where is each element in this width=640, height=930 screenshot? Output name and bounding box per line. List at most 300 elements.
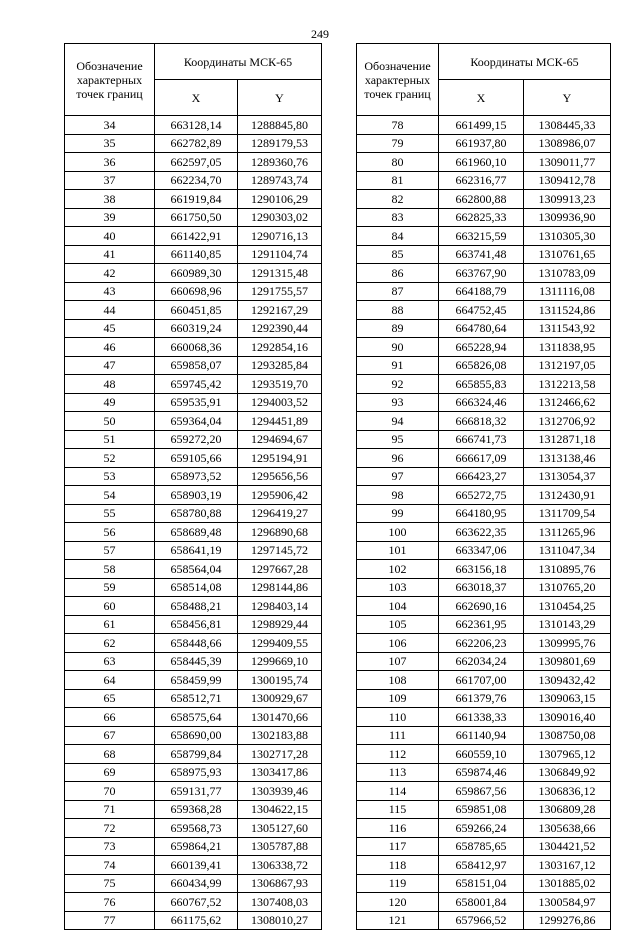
x-coordinate-cell: 666423,27 <box>439 467 524 486</box>
x-coordinate-cell: 660068,36 <box>155 338 238 357</box>
table-row <box>65 782 322 801</box>
x-coordinate-cell: 662800,88 <box>439 190 524 209</box>
x-coordinate-cell: 658512,71 <box>155 689 238 708</box>
x-coordinate-cell: 662690,16 <box>439 597 524 616</box>
x-coordinate-cell: 665272,75 <box>439 486 524 505</box>
y-coordinate-cell: 1313138,46 <box>524 449 611 468</box>
point-number-cell: 84 <box>357 227 439 246</box>
table-row <box>65 153 322 172</box>
y-coordinate-cell: 1308445,33 <box>524 116 611 135</box>
x-coordinate-cell: 659568,73 <box>155 819 238 838</box>
y-coordinate-cell: 1291755,57 <box>238 282 322 301</box>
x-coordinate-cell: 662316,77 <box>439 171 524 190</box>
x-coordinate-cell: 660767,52 <box>155 893 238 912</box>
table-row <box>357 893 611 912</box>
point-number-cell: 101 <box>357 541 439 560</box>
point-number-cell: 87 <box>357 282 439 301</box>
y-coordinate-cell: 1309063,15 <box>524 689 611 708</box>
point-number-cell: 38 <box>65 190 155 209</box>
x-coordinate-cell: 658975,93 <box>155 763 238 782</box>
table-row <box>357 301 611 320</box>
point-number-cell: 55 <box>65 504 155 523</box>
coordinates-table-right <box>356 43 611 930</box>
x-coordinate-cell: 661937,80 <box>439 134 524 153</box>
table-row <box>65 116 322 135</box>
point-number-cell: 61 <box>65 615 155 634</box>
table-row <box>65 911 322 930</box>
x-coordinate-cell: 658575,64 <box>155 708 238 727</box>
point-number-cell: 65 <box>65 689 155 708</box>
point-number-cell: 114 <box>357 782 439 801</box>
y-coordinate-cell: 1313054,37 <box>524 467 611 486</box>
coords-label-header: Координаты МСК-65 <box>439 44 611 80</box>
y-coordinate-cell: 1308986,07 <box>524 134 611 153</box>
table-row <box>65 819 322 838</box>
point-number-cell: 77 <box>65 911 155 930</box>
x-coordinate-cell: 658903,19 <box>155 486 238 505</box>
point-number-cell: 60 <box>65 597 155 616</box>
point-number-cell: 106 <box>357 634 439 653</box>
point-number-cell: 79 <box>357 134 439 153</box>
y-coordinate-cell: 1294003,52 <box>238 393 322 412</box>
y-coordinate-cell: 1311265,96 <box>524 523 611 542</box>
x-coordinate-cell: 666818,32 <box>439 412 524 431</box>
x-coordinate-cell: 665855,83 <box>439 375 524 394</box>
table-row <box>357 153 611 172</box>
y-coordinate-cell: 1298929,44 <box>238 615 322 634</box>
table-row <box>357 745 611 764</box>
y-coordinate-cell: 1292854,16 <box>238 338 322 357</box>
table-row <box>357 874 611 893</box>
point-number-cell: 34 <box>65 116 155 135</box>
y-coordinate-cell: 1298403,14 <box>238 597 322 616</box>
y-coordinate-cell: 1306836,12 <box>524 782 611 801</box>
coords-label-header: Координаты МСК-65 <box>155 44 322 80</box>
coordinates-table-left <box>64 43 322 930</box>
point-number-cell: 89 <box>357 319 439 338</box>
y-coordinate-cell: 1312213,58 <box>524 375 611 394</box>
x-coordinate-cell: 661175,62 <box>155 911 238 930</box>
table-row <box>357 504 611 523</box>
y-coordinate-cell: 1311838,95 <box>524 338 611 357</box>
point-number-cell: 62 <box>65 634 155 653</box>
point-number-cell: 63 <box>65 652 155 671</box>
table-row <box>65 412 322 431</box>
table-row <box>357 245 611 264</box>
table-row <box>357 837 611 856</box>
y-coordinate-cell: 1307408,03 <box>238 893 322 912</box>
y-coordinate-cell: 1297667,28 <box>238 560 322 579</box>
point-number-cell: 54 <box>65 486 155 505</box>
table-row <box>357 689 611 708</box>
point-number-cell: 110 <box>357 708 439 727</box>
x-coordinate-cell: 663622,35 <box>439 523 524 542</box>
y-coordinate-cell: 1305787,88 <box>238 837 322 856</box>
y-coordinate-cell: 1289743,74 <box>238 171 322 190</box>
y-header: Y <box>524 80 611 116</box>
point-number-cell: 64 <box>65 671 155 690</box>
x-coordinate-cell: 660559,10 <box>439 745 524 764</box>
y-coordinate-cell: 1311116,08 <box>524 282 611 301</box>
x-coordinate-cell: 663156,18 <box>439 560 524 579</box>
point-number-cell: 97 <box>357 467 439 486</box>
table-row <box>65 615 322 634</box>
x-coordinate-cell: 658689,48 <box>155 523 238 542</box>
table-row <box>65 264 322 283</box>
x-coordinate-cell: 662034,24 <box>439 652 524 671</box>
y-coordinate-cell: 1300584,97 <box>524 893 611 912</box>
point-number-cell: 105 <box>357 615 439 634</box>
table-row <box>65 893 322 912</box>
point-number-cell: 37 <box>65 171 155 190</box>
table-row <box>65 467 322 486</box>
table-row <box>65 208 322 227</box>
point-label-header: Обозначение характерных точек границ <box>357 44 439 116</box>
table-row <box>65 134 322 153</box>
table-row <box>357 449 611 468</box>
table-row <box>65 393 322 412</box>
point-number-cell: 41 <box>65 245 155 264</box>
point-number-cell: 102 <box>357 560 439 579</box>
table-row <box>357 726 611 745</box>
x-coordinate-cell: 661499,15 <box>439 116 524 135</box>
point-number-cell: 57 <box>65 541 155 560</box>
x-coordinate-cell: 660451,85 <box>155 301 238 320</box>
x-coordinate-cell: 661338,33 <box>439 708 524 727</box>
table-row <box>65 523 322 542</box>
point-number-cell: 121 <box>357 911 439 930</box>
table-row <box>65 171 322 190</box>
table-row <box>357 375 611 394</box>
y-coordinate-cell: 1298144,86 <box>238 578 322 597</box>
y-coordinate-cell: 1306809,28 <box>524 800 611 819</box>
x-coordinate-cell: 659266,24 <box>439 819 524 838</box>
y-coordinate-cell: 1293519,70 <box>238 375 322 394</box>
x-coordinate-cell: 658001,84 <box>439 893 524 912</box>
y-coordinate-cell: 1299669,10 <box>238 652 322 671</box>
point-number-cell: 88 <box>357 301 439 320</box>
point-number-cell: 44 <box>65 301 155 320</box>
x-coordinate-cell: 661960,10 <box>439 153 524 172</box>
y-coordinate-cell: 1310305,30 <box>524 227 611 246</box>
table-row <box>65 856 322 875</box>
table-row <box>357 578 611 597</box>
y-coordinate-cell: 1297145,72 <box>238 541 322 560</box>
y-coordinate-cell: 1292390,44 <box>238 319 322 338</box>
table-row <box>357 282 611 301</box>
point-number-cell: 80 <box>357 153 439 172</box>
point-number-cell: 49 <box>65 393 155 412</box>
point-number-cell: 59 <box>65 578 155 597</box>
point-number-cell: 104 <box>357 597 439 616</box>
x-coordinate-cell: 658780,88 <box>155 504 238 523</box>
point-number-cell: 56 <box>65 523 155 542</box>
x-coordinate-cell: 665826,08 <box>439 356 524 375</box>
point-number-cell: 72 <box>65 819 155 838</box>
x-coordinate-cell: 666324,46 <box>439 393 524 412</box>
table-row <box>65 837 322 856</box>
x-coordinate-cell: 661140,85 <box>155 245 238 264</box>
point-number-cell: 42 <box>65 264 155 283</box>
y-coordinate-cell: 1295906,42 <box>238 486 322 505</box>
y-coordinate-cell: 1291104,74 <box>238 245 322 264</box>
x-coordinate-cell: 664752,45 <box>439 301 524 320</box>
table-row <box>65 800 322 819</box>
y-coordinate-cell: 1310143,29 <box>524 615 611 634</box>
point-number-cell: 58 <box>65 560 155 579</box>
y-coordinate-cell: 1300195,74 <box>238 671 322 690</box>
table-row <box>357 356 611 375</box>
x-coordinate-cell: 659867,56 <box>439 782 524 801</box>
x-coordinate-cell: 658456,81 <box>155 615 238 634</box>
table-row <box>357 190 611 209</box>
x-coordinate-cell: 661140,94 <box>439 726 524 745</box>
y-coordinate-cell: 1311047,34 <box>524 541 611 560</box>
x-coordinate-cell: 659131,77 <box>155 782 238 801</box>
y-coordinate-cell: 1300929,67 <box>238 689 322 708</box>
point-number-cell: 92 <box>357 375 439 394</box>
y-coordinate-cell: 1310783,09 <box>524 264 611 283</box>
x-coordinate-cell: 661750,50 <box>155 208 238 227</box>
point-number-cell: 118 <box>357 856 439 875</box>
y-coordinate-cell: 1299409,55 <box>238 634 322 653</box>
x-coordinate-cell: 662597,05 <box>155 153 238 172</box>
x-coordinate-cell: 659745,42 <box>155 375 238 394</box>
y-coordinate-cell: 1312197,05 <box>524 356 611 375</box>
x-coordinate-cell: 660434,99 <box>155 874 238 893</box>
x-coordinate-cell: 658514,08 <box>155 578 238 597</box>
table-row <box>357 819 611 838</box>
x-coordinate-cell: 658785,65 <box>439 837 524 856</box>
y-coordinate-cell: 1311543,92 <box>524 319 611 338</box>
x-coordinate-cell: 659858,07 <box>155 356 238 375</box>
point-number-cell: 69 <box>65 763 155 782</box>
x-coordinate-cell: 663128,14 <box>155 116 238 135</box>
y-coordinate-cell: 1309432,42 <box>524 671 611 690</box>
y-coordinate-cell: 1309995,76 <box>524 634 611 653</box>
y-coordinate-cell: 1302717,28 <box>238 745 322 764</box>
x-coordinate-cell: 661379,76 <box>439 689 524 708</box>
point-number-cell: 35 <box>65 134 155 153</box>
table-row <box>65 671 322 690</box>
y-coordinate-cell: 1311524,86 <box>524 301 611 320</box>
y-coordinate-cell: 1296890,68 <box>238 523 322 542</box>
x-coordinate-cell: 664780,64 <box>439 319 524 338</box>
x-coordinate-cell: 658459,99 <box>155 671 238 690</box>
point-number-cell: 113 <box>357 763 439 782</box>
table-row <box>357 782 611 801</box>
point-number-cell: 76 <box>65 893 155 912</box>
table-row <box>357 911 611 930</box>
point-number-cell: 36 <box>65 153 155 172</box>
x-coordinate-cell: 662782,89 <box>155 134 238 153</box>
x-coordinate-cell: 659851,08 <box>439 800 524 819</box>
table-row <box>65 745 322 764</box>
point-number-cell: 66 <box>65 708 155 727</box>
table-row <box>65 874 322 893</box>
x-coordinate-cell: 658488,21 <box>155 597 238 616</box>
point-number-cell: 50 <box>65 412 155 431</box>
y-coordinate-cell: 1301470,66 <box>238 708 322 727</box>
x-coordinate-cell: 659368,28 <box>155 800 238 819</box>
point-number-cell: 120 <box>357 893 439 912</box>
x-coordinate-cell: 664188,79 <box>439 282 524 301</box>
x-coordinate-cell: 666617,09 <box>439 449 524 468</box>
point-number-cell: 93 <box>357 393 439 412</box>
table-row <box>357 486 611 505</box>
x-coordinate-cell: 660989,30 <box>155 264 238 283</box>
x-coordinate-cell: 660319,24 <box>155 319 238 338</box>
point-number-cell: 82 <box>357 190 439 209</box>
x-coordinate-cell: 658641,19 <box>155 541 238 560</box>
table-row <box>357 264 611 283</box>
x-coordinate-cell: 663018,37 <box>439 578 524 597</box>
x-coordinate-cell: 659272,20 <box>155 430 238 449</box>
y-coordinate-cell: 1309801,69 <box>524 652 611 671</box>
table-row <box>65 319 322 338</box>
table-row <box>357 560 611 579</box>
point-number-cell: 115 <box>357 800 439 819</box>
point-number-cell: 111 <box>357 726 439 745</box>
table-row <box>65 578 322 597</box>
point-number-cell: 45 <box>65 319 155 338</box>
point-number-cell: 48 <box>65 375 155 394</box>
point-number-cell: 109 <box>357 689 439 708</box>
y-coordinate-cell: 1294451,89 <box>238 412 322 431</box>
x-coordinate-cell: 663767,90 <box>439 264 524 283</box>
point-number-cell: 40 <box>65 227 155 246</box>
x-header: X <box>439 80 524 116</box>
table-row <box>357 430 611 449</box>
y-coordinate-cell: 1288845,80 <box>238 116 322 135</box>
y-coordinate-cell: 1309913,23 <box>524 190 611 209</box>
table-row <box>65 634 322 653</box>
page-number: 249 <box>311 27 329 41</box>
x-coordinate-cell: 660698,96 <box>155 282 238 301</box>
x-coordinate-cell: 657966,52 <box>439 911 524 930</box>
y-coordinate-cell: 1304622,15 <box>238 800 322 819</box>
x-coordinate-cell: 658973,52 <box>155 467 238 486</box>
table-row <box>65 375 322 394</box>
y-coordinate-cell: 1303417,86 <box>238 763 322 782</box>
table-row <box>65 356 322 375</box>
point-number-cell: 67 <box>65 726 155 745</box>
x-coordinate-cell: 662206,23 <box>439 634 524 653</box>
point-number-cell: 51 <box>65 430 155 449</box>
point-number-cell: 75 <box>65 874 155 893</box>
y-coordinate-cell: 1302183,88 <box>238 726 322 745</box>
y-coordinate-cell: 1305127,60 <box>238 819 322 838</box>
point-number-cell: 78 <box>357 116 439 135</box>
y-coordinate-cell: 1310454,25 <box>524 597 611 616</box>
y-coordinate-cell: 1305638,66 <box>524 819 611 838</box>
table-row <box>357 171 611 190</box>
y-coordinate-cell: 1295656,56 <box>238 467 322 486</box>
point-number-cell: 98 <box>357 486 439 505</box>
x-coordinate-cell: 662361,95 <box>439 615 524 634</box>
table-row <box>357 467 611 486</box>
x-coordinate-cell: 663347,06 <box>439 541 524 560</box>
point-number-cell: 108 <box>357 671 439 690</box>
table-row <box>65 190 322 209</box>
point-number-cell: 116 <box>357 819 439 838</box>
y-coordinate-cell: 1312871,18 <box>524 430 611 449</box>
y-coordinate-cell: 1311709,54 <box>524 504 611 523</box>
y-coordinate-cell: 1308010,27 <box>238 911 322 930</box>
table-row <box>65 708 322 727</box>
table-row <box>65 560 322 579</box>
point-number-cell: 95 <box>357 430 439 449</box>
point-number-cell: 39 <box>65 208 155 227</box>
x-coordinate-cell: 659535,91 <box>155 393 238 412</box>
x-coordinate-cell: 659364,04 <box>155 412 238 431</box>
table-row <box>65 282 322 301</box>
table-row <box>357 412 611 431</box>
x-coordinate-cell: 662234,70 <box>155 171 238 190</box>
point-number-cell: 94 <box>357 412 439 431</box>
y-coordinate-cell: 1312706,92 <box>524 412 611 431</box>
y-coordinate-cell: 1309016,40 <box>524 708 611 727</box>
point-number-cell: 107 <box>357 652 439 671</box>
x-coordinate-cell: 663215,59 <box>439 227 524 246</box>
point-number-cell: 91 <box>357 356 439 375</box>
table-row <box>65 449 322 468</box>
table-row <box>357 597 611 616</box>
table-row <box>357 634 611 653</box>
y-coordinate-cell: 1292167,29 <box>238 301 322 320</box>
point-number-cell: 90 <box>357 338 439 357</box>
point-number-cell: 85 <box>357 245 439 264</box>
x-coordinate-cell: 659874,46 <box>439 763 524 782</box>
y-coordinate-cell: 1289360,76 <box>238 153 322 172</box>
y-coordinate-cell: 1312466,62 <box>524 393 611 412</box>
table-row <box>357 227 611 246</box>
table-row <box>357 856 611 875</box>
table-row <box>65 652 322 671</box>
point-number-cell: 119 <box>357 874 439 893</box>
y-coordinate-cell: 1290303,02 <box>238 208 322 227</box>
y-coordinate-cell: 1290716,13 <box>238 227 322 246</box>
point-number-cell: 99 <box>357 504 439 523</box>
table-row <box>65 430 322 449</box>
point-number-cell: 74 <box>65 856 155 875</box>
point-number-cell: 103 <box>357 578 439 597</box>
y-coordinate-cell: 1301885,02 <box>524 874 611 893</box>
x-coordinate-cell: 661422,91 <box>155 227 238 246</box>
y-coordinate-cell: 1309412,78 <box>524 171 611 190</box>
y-coordinate-cell: 1308750,08 <box>524 726 611 745</box>
table-row <box>65 726 322 745</box>
table-row <box>357 208 611 227</box>
point-number-cell: 86 <box>357 264 439 283</box>
table-row <box>357 671 611 690</box>
y-coordinate-cell: 1312430,91 <box>524 486 611 505</box>
x-coordinate-cell: 664180,95 <box>439 504 524 523</box>
x-coordinate-cell: 661707,00 <box>439 671 524 690</box>
x-coordinate-cell: 658151,04 <box>439 874 524 893</box>
y-coordinate-cell: 1306338,72 <box>238 856 322 875</box>
x-coordinate-cell: 658564,04 <box>155 560 238 579</box>
point-number-cell: 73 <box>65 837 155 856</box>
table-row <box>65 338 322 357</box>
x-coordinate-cell: 663741,48 <box>439 245 524 264</box>
table-row <box>65 227 322 246</box>
table-row <box>357 615 611 634</box>
y-coordinate-cell: 1299276,86 <box>524 911 611 930</box>
table-row <box>357 134 611 153</box>
y-coordinate-cell: 1310761,65 <box>524 245 611 264</box>
table-row <box>357 523 611 542</box>
